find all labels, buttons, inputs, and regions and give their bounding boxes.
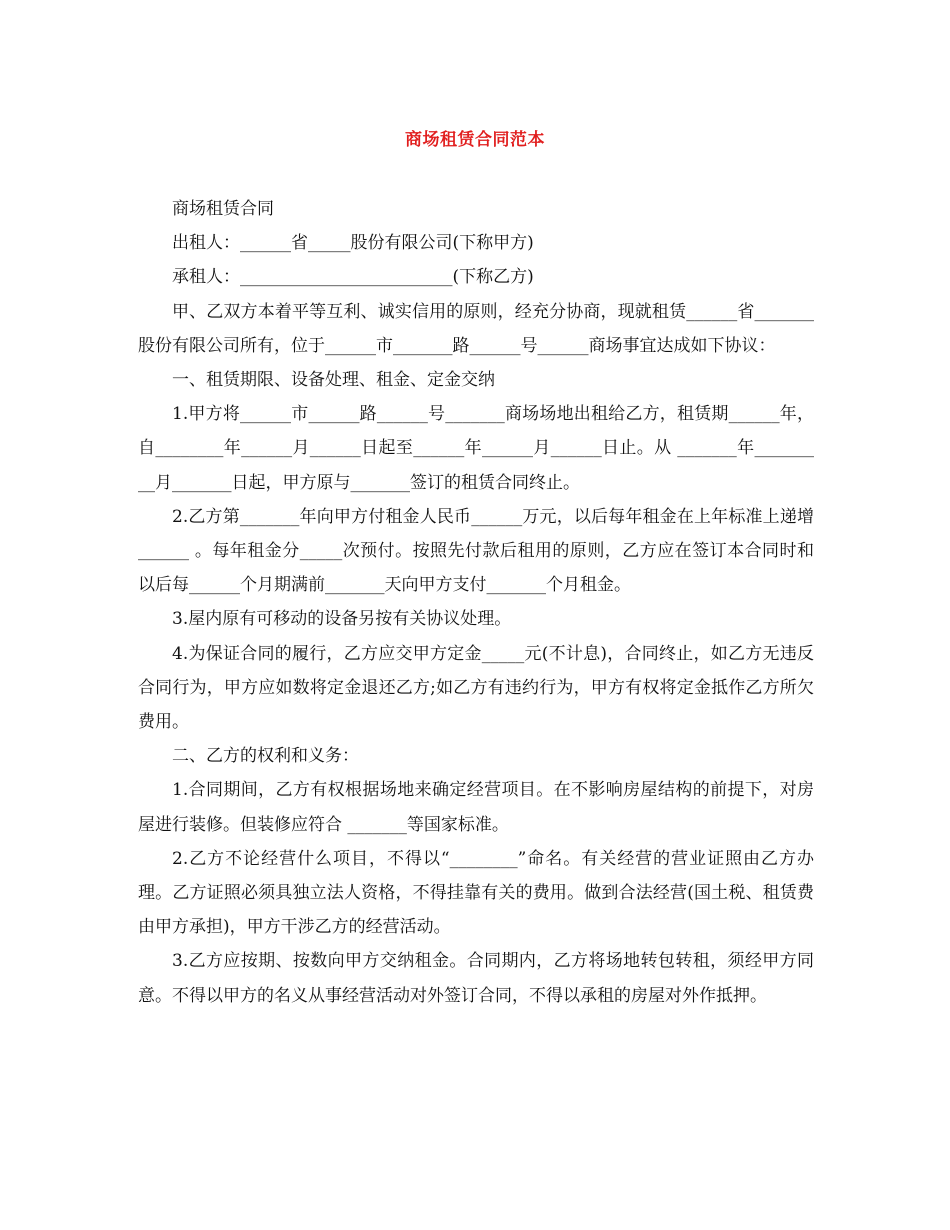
clause-1-1: 1.甲方将______市______路______号_______商场场地出租给乙方，租赁期______年，自________年______月______日起至______年______月______日止。从 _______年_________月_______日起，甲方原与_______签订的租赁合同终止。 [138, 404, 814, 493]
clause-2-2: 2.乙方不论经营什么项目，不得以“________”命名。有关经营的营业证照由乙方办理。乙方证照必须具独立法人资格，不得挂靠有关的费用。做到合法经营(国土税、租赁费由甲方承担)，甲方干涉乙方的经营活动。 [138, 848, 814, 938]
paragraph-preamble: 甲、乙双方本着平等互利、诚实信用的原则，经充分协商，现就租赁______省_______股份有限公司所有，位于______市_______路______号______商场事宜达成如下协议： [138, 301, 814, 356]
document-body [138, 192, 814, 1013]
clause-2-3: 3.乙方应按期、按数向甲方交纳租金。合同期内，乙方将场地转包转租，须经甲方同意。不得以甲方的名义从事经营活动对外签订合同，不得以承租的房屋对外作抵押。 [138, 951, 814, 1006]
paragraph-heading: 商场租赁合同 [172, 199, 274, 219]
clause-1-4: 4.为保证合同的履行，乙方应交甲方定金_____元(不计息)，合同终止，如乙方无违反合同行为，甲方应如数将定金退还乙方;如乙方有违约行为，甲方有权将定金抵作乙方所欠费用。 [138, 643, 814, 733]
paragraph-lessee: 承租人：_________________________(下称乙方) [172, 267, 534, 288]
clause-1-3: 3.屋内原有可移动的设备另按有关协议处理。 [172, 609, 512, 630]
document-title: 商场租赁合同范本 [405, 130, 545, 150]
section-heading-1: 一、租赁期限、设备处理、租金、定金交纳 [172, 370, 495, 391]
paragraph-lessor: 出租人：______省_____股份有限公司(下称甲方) [172, 233, 534, 254]
clause-1-2: 2.乙方第_______年向甲方付租金人民币______万元，以后每年租金在上年标准上递增______ 。每年租金分_____次预付。按照先付款后租用的原则，乙方应在签订本合同时和以后每______个月期满前_______天向甲方支付_______个月租金。 [138, 506, 814, 596]
clause-2-1: 1.合同期间，乙方有权根据场地来确定经营项目。在不影响房屋结构的前提下，对房屋进行装修。但装修应符合 _______等国家标准。 [138, 780, 814, 835]
section-heading-2: 二、乙方的权利和义务： [172, 746, 359, 767]
